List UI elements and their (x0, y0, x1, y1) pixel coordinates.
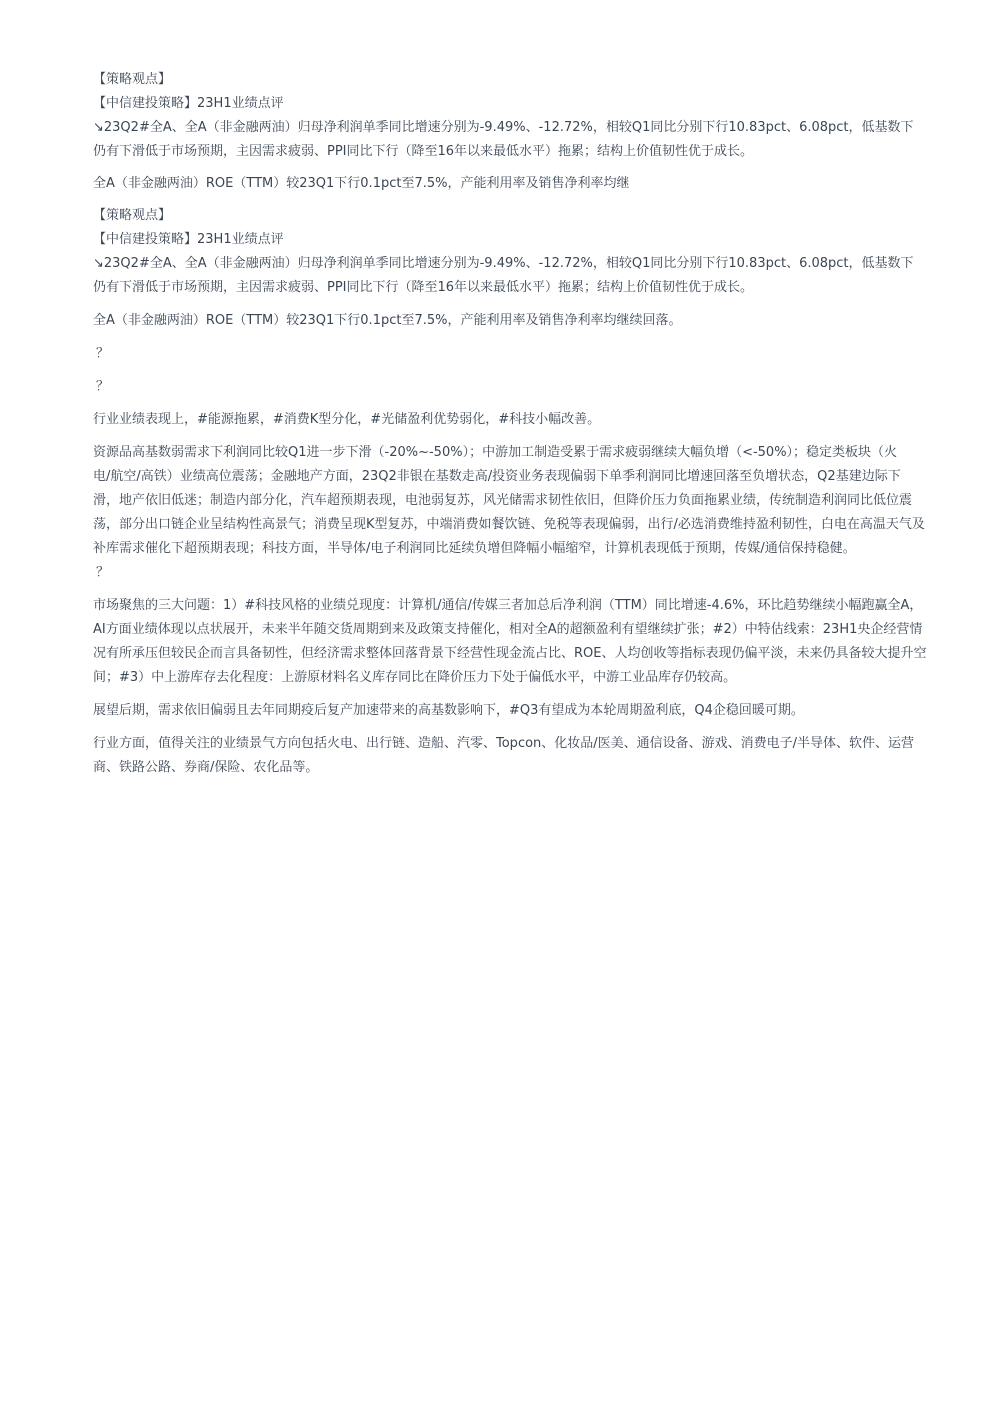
section-heading: 【策略观点】 (93, 208, 172, 223)
section-heading: 【策略观点】 (93, 72, 172, 87)
market-focus-paragraph (93, 594, 945, 690)
paragraph-line: 荡，部分出口链企业呈结构性高景气；消费呈现K型复苏，中端消费如餐饮链、免税等表现偏弱，出行/必选消费维持盈利韧性，白电在高温天气及 (93, 517, 925, 532)
paragraph-line: 市场聚焦的三大问题：1）#科技风格的业绩兑现度：计算机/通信/传媒三者加总后净利润（TTM）同比增速-4.6%，环比趋势继续小幅跑赢全A， (93, 598, 923, 613)
document-body (93, 68, 945, 780)
summary-line: 仍有下滑低于市场预期，主因需求疲弱、PPI同比下行（降至16年以来最低水平）拖累；结构上价值韧性优于成长。 (93, 144, 754, 159)
paragraph-line: 电/航空/高铁）业绩高位震荡；金融地产方面，23Q2非银在基数走高/投资业务表现偏弱下单季利润同比增速回落至负增状态，Q2基建边际下 (93, 469, 901, 484)
paragraph-line: 资源品高基数弱需求下利润同比较Q1进一步下滑（-20%~-50%）；中游加工制造受累于需求疲弱继续大幅负增（<-50%）；稳定类板块（火 (93, 445, 898, 460)
paragraph-line: 间；#3）中上游库存去化程度：上游原材料名义库存同比在降价压力下处于偏低水平，中游工业品库存仍较高。 (93, 670, 737, 685)
summary-line: 仍有下滑低于市场预期，主因需求疲弱、PPI同比下行（降至16年以来最低水平）拖累；结构上价值韧性优于成长。 (93, 280, 754, 295)
summary-line: ↘23Q2#全A、全A（非金融两油）归母净利润单季同比增速分别为-9.49%、-12.72%，相较Q1同比分别下行10.83pct、6.08pct，低基数下 (93, 120, 914, 135)
roe-paragraph: 全A（非金融两油）ROE（TTM）较23Q1下行0.1pct至7.5%，产能利用率及销售净利率均继续回落。 (93, 313, 682, 328)
paragraph-line: 行业方面，值得关注的业绩景气方向包括火电、出行链、造船、汽零、Topcon、化妆品/医美、通信设备、游戏、消费电子/半导体、软件、运营 (93, 736, 915, 751)
roe-paragraph: 全A（非金融两油）ROE（TTM）较23Q1下行0.1pct至7.5%，产能利用率及销售净利率均继 (93, 176, 630, 191)
placeholder-mark: ？ (96, 346, 110, 361)
outlook-paragraph: 展望后期，需求依旧偏弱且去年同期疫后复产加速带来的高基数影响下，#Q3有望成为本轮周期盈利底，Q4企稳回暖可期。 (93, 703, 804, 718)
report-title: 【中信建投策略】23H1业绩点评 (93, 232, 284, 247)
paragraph-line: 商、铁路公路、券商/保险、农化品等。 (93, 760, 319, 775)
paragraph-line: AI方面业绩体现以点状展开，未来半年随交货周期到来及政策支持催化，相对全A的超额盈利有望继续扩张；#2）中特估线索：23H1央企经营情 (93, 622, 923, 637)
paragraph-line: 况有所承压但较民企而言具备韧性，但经济需求整体回落背景下经营性现金流占比、ROE、人均创收等指标表现仍偏平淡，未来仍具备较大提升空 (93, 646, 927, 661)
report-title: 【中信建投策略】23H1业绩点评 (93, 96, 284, 111)
paragraph-line: 滑，地产依旧低迷；制造内部分化，汽车超预期表现，电池弱复苏，风光储需求韧性依旧，但降价压力负面拖累业绩，传统制造利润同比低位震 (93, 493, 913, 508)
summary-line: ↘23Q2#全A、全A（非金融两油）归母净利润单季同比增速分别为-9.49%、-12.72%，相较Q1同比分别下行10.83pct、6.08pct，低基数下 (93, 256, 914, 271)
placeholder-mark: ？ (96, 379, 110, 394)
industry-intro-paragraph: 行业业绩表现上，#能源拖累，#消费K型分化，#光储盈利优势弱化，#科技小幅改善。 (93, 412, 601, 427)
industry-focus-paragraph (93, 732, 945, 780)
strategy-block-2 (93, 204, 945, 333)
placeholder-mark: ？ (96, 565, 110, 580)
strategy-block-1 (93, 68, 945, 196)
paragraph-line: 补库需求催化下超预期表现；科技方面，半导体/电子利润同比延续负增但降幅小幅缩窄，计算机表现低于预期，传媒/通信保持稳健。 (93, 541, 856, 556)
resources-paragraph (93, 441, 945, 585)
